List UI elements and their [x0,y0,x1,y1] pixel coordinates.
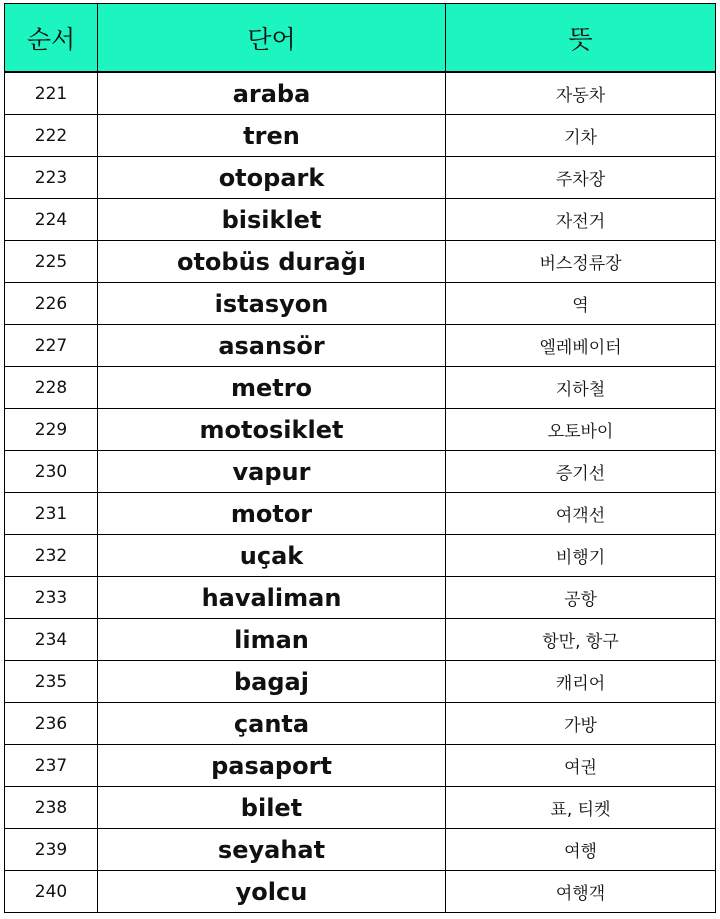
turkish-word-cell: tren [98,115,446,157]
order-cell: 234 [5,619,98,661]
table-row [5,115,716,157]
table-row [5,745,716,787]
turkish-word-cell: motor [98,493,446,535]
table-header [5,4,716,73]
order-cell: 222 [5,115,98,157]
header-order: 순서 [5,4,98,73]
table-row [5,577,716,619]
korean-meaning-cell: 자동차 [446,72,716,115]
order-cell: 221 [5,72,98,115]
korean-meaning-cell: 캐리어 [446,661,716,703]
turkish-word-cell: asansör [98,325,446,367]
order-cell: 240 [5,871,98,913]
table-row [5,829,716,871]
order-cell: 230 [5,451,98,493]
turkish-word-cell: otopark [98,157,446,199]
order-cell: 236 [5,703,98,745]
vocabulary-table [4,3,716,913]
table-row [5,409,716,451]
turkish-word-cell: istasyon [98,283,446,325]
turkish-word-cell: bilet [98,787,446,829]
korean-meaning-cell: 항만, 항구 [446,619,716,661]
order-cell: 224 [5,199,98,241]
turkish-word-cell: vapur [98,451,446,493]
table-row [5,787,716,829]
korean-meaning-cell: 비행기 [446,535,716,577]
turkish-word-cell: bagaj [98,661,446,703]
table-row [5,493,716,535]
header-row [5,4,716,73]
korean-meaning-cell: 엘레베이터 [446,325,716,367]
turkish-word-cell: otobüs durağı [98,241,446,283]
korean-meaning-cell: 여객선 [446,493,716,535]
turkish-word-cell: araba [98,72,446,115]
korean-meaning-cell: 주차장 [446,157,716,199]
korean-meaning-cell: 공항 [446,577,716,619]
korean-meaning-cell: 여행 [446,829,716,871]
turkish-word-cell: liman [98,619,446,661]
header-meaning: 뜻 [446,4,716,73]
korean-meaning-cell: 여행객 [446,871,716,913]
order-cell: 223 [5,157,98,199]
table-row [5,619,716,661]
turkish-word-cell: uçak [98,535,446,577]
table-row [5,703,716,745]
turkish-word-cell: havaliman [98,577,446,619]
table-row [5,241,716,283]
korean-meaning-cell: 가방 [446,703,716,745]
korean-meaning-cell: 표, 티켓 [446,787,716,829]
order-cell: 227 [5,325,98,367]
order-cell: 229 [5,409,98,451]
table-row [5,871,716,913]
table-row [5,661,716,703]
turkish-word-cell: yolcu [98,871,446,913]
turkish-word-cell: çanta [98,703,446,745]
korean-meaning-cell: 기차 [446,115,716,157]
table-row [5,325,716,367]
order-cell: 233 [5,577,98,619]
korean-meaning-cell: 자전거 [446,199,716,241]
table-row [5,367,716,409]
table-row [5,535,716,577]
header-word: 단어 [98,4,446,73]
order-cell: 225 [5,241,98,283]
order-cell: 226 [5,283,98,325]
turkish-word-cell: metro [98,367,446,409]
korean-meaning-cell: 버스정류장 [446,241,716,283]
turkish-word-cell: seyahat [98,829,446,871]
order-cell: 228 [5,367,98,409]
turkish-word-cell: bisiklet [98,199,446,241]
table-row [5,283,716,325]
table-row [5,157,716,199]
korean-meaning-cell: 오토바이 [446,409,716,451]
table-row [5,72,716,115]
turkish-word-cell: motosiklet [98,409,446,451]
korean-meaning-cell: 역 [446,283,716,325]
korean-meaning-cell: 지하철 [446,367,716,409]
order-cell: 232 [5,535,98,577]
korean-meaning-cell: 증기선 [446,451,716,493]
order-cell: 231 [5,493,98,535]
order-cell: 235 [5,661,98,703]
table-row [5,199,716,241]
order-cell: 237 [5,745,98,787]
table-row [5,451,716,493]
order-cell: 239 [5,829,98,871]
turkish-word-cell: pasaport [98,745,446,787]
order-cell: 238 [5,787,98,829]
korean-meaning-cell: 여권 [446,745,716,787]
table-body [5,72,716,913]
